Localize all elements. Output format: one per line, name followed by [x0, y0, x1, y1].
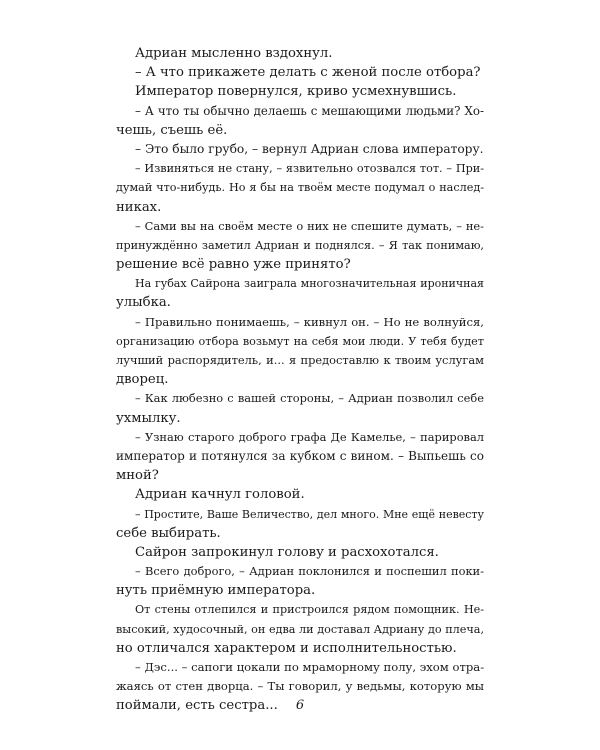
text-line: улыбка. [116, 295, 171, 311]
text-line: дворец. [116, 372, 169, 388]
text-line: решение всё равно уже принято? [116, 257, 351, 273]
text-line: – Дэс... – сапоги цокали по мраморному полу, эхом отра- [135, 660, 484, 674]
text-line: ухмылку. [116, 410, 181, 426]
text-line: принуждённо заметил Адриан и поднялся. – Я так понимаю, [116, 238, 484, 252]
text-line: – Как любезно с вашей стороны, – Адриан позволил себе [135, 391, 484, 406]
text-line: – Это было грубо, – вернул Адриан слова императору. [135, 141, 484, 156]
text-line: – А что прикажете делать с женой после отбора? [135, 65, 481, 81]
text-line: нуть приёмную императора. [116, 583, 316, 599]
text-line: От стены отлепился и пристроился рядом помощник. Не- [135, 603, 484, 617]
text-line: Император повернулся, криво усмехнувшись. [135, 84, 457, 100]
text-line: организацию отбора возьмут на себя мои люди. У тебя будет [116, 334, 484, 348]
body-text [116, 44, 484, 716]
text-line: высокий, худосочный, он едва ли доставал Адриану до плеча, [116, 622, 484, 636]
text-line: – Правильно понимаешь, – кивнул он. – Но не волнуйся, [135, 314, 484, 329]
text-line: император и потянулся за кубком с вином. – Выпьешь со [116, 448, 484, 463]
text-line: лучший распорядитель, и... я предоставлю к твоим услугам [116, 353, 484, 367]
text-line: Адриан мысленно вздохнул. [135, 46, 333, 61]
text-line: мной? [116, 468, 159, 484]
text-line: – Узнаю старого доброго графа Де Камелье, – парировал [135, 429, 484, 444]
text-line: никах. [116, 199, 162, 215]
text-line: себе выбирать. [116, 525, 221, 541]
text-line: но отличался характером и исполнительностью. [116, 640, 457, 656]
text-line: – Сами вы на своём месте о них не спешите думать, – не- [135, 218, 484, 233]
text-line: чешь, съешь её. [116, 122, 228, 138]
text-line: – Всего доброго, – Адриан поклонился и поспешил поки- [135, 564, 484, 579]
text-line: – А что ты обычно делаешь с мешающими людьми? Хо- [135, 103, 484, 118]
text-line: На губах Сайрона заиграла многозначительная ироничная [135, 277, 484, 291]
text-line: поймали, есть сестра... [116, 698, 278, 714]
text-line: – Простите, Ваше Величество, дел много. Мне ещё невесту [135, 507, 484, 521]
text-line: Адриан качнул головой. [135, 487, 305, 503]
text-line: – Извиняться не стану, – язвительно отозвался тот. – При- [135, 162, 484, 176]
text-line: думай что-нибудь. Но я бы на твоём месте подумал о наслед- [116, 181, 484, 195]
text-line: Сайрон запрокинул голову и расхохотался. [135, 544, 439, 560]
page-number: 6 [295, 698, 305, 713]
text-line: жаясь от стен дворца. – Ты говорил, у ведьмы, которую мы [116, 679, 484, 694]
